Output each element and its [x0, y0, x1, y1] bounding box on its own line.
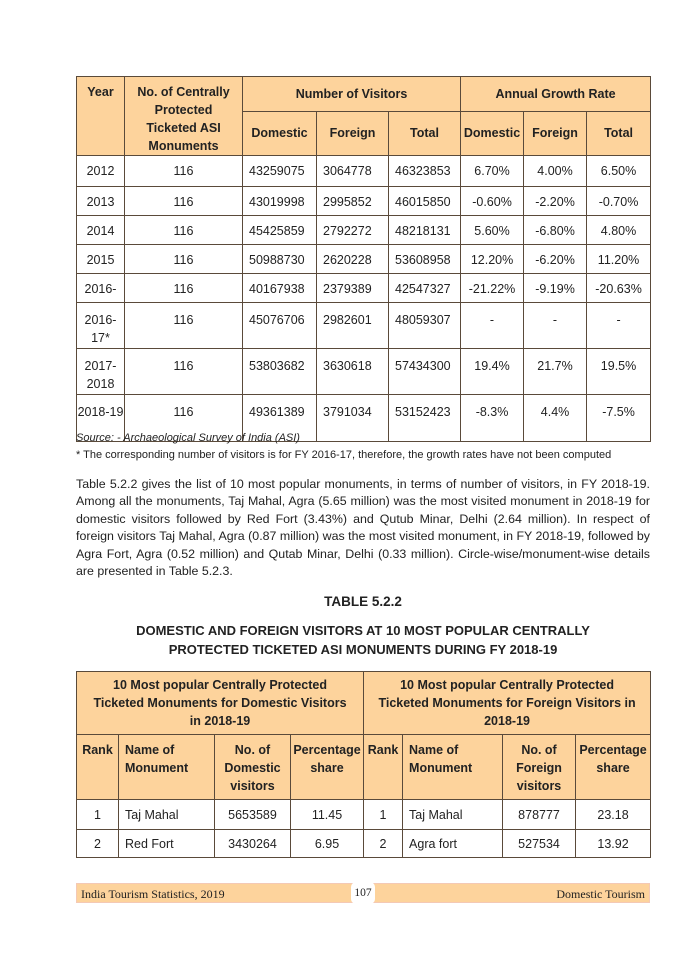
monuments-cell: 116 — [125, 303, 243, 349]
growth-total-cell: -20.63% — [587, 274, 651, 303]
domestic-visitors-cell: 43019998 — [243, 187, 317, 216]
growth-total-cell: -0.70% — [587, 187, 651, 216]
year-cell: 2012 — [77, 156, 125, 187]
table-row — [77, 349, 651, 395]
growth-foreign-cell: -9.19% — [524, 274, 587, 303]
total-visitors-cell: 46015850 — [389, 187, 461, 216]
header-domestic-rank: Rank — [77, 735, 119, 800]
growth-domestic-cell: 12.20% — [461, 245, 524, 274]
monuments-cell: 116 — [125, 245, 243, 274]
total-visitors-cell: 48218131 — [389, 216, 461, 245]
foreign-visitors-cell: 2620228 — [317, 245, 389, 274]
growth-domestic-cell: -8.3% — [461, 395, 524, 442]
foreign-name-cell: Taj Mahal — [403, 800, 503, 830]
header-annual-growth-rate: Annual Growth Rate — [461, 77, 651, 112]
domestic-visitors-cell: 45425859 — [243, 216, 317, 245]
domestic-visitors-cell: 50988730 — [243, 245, 317, 274]
domestic-visitors-cell: 5653589 — [215, 800, 291, 830]
header-monuments: No. of Centrally Protected Ticketed ASI Monuments — [125, 77, 243, 156]
growth-total-cell: 4.80% — [587, 216, 651, 245]
table-title-line-2: PROTECTED TICKETED ASI MONUMENTS DURING FY 2018-19 — [168, 642, 558, 657]
domestic-name-cell: Taj Mahal — [119, 800, 215, 830]
growth-domestic-cell: -21.22% — [461, 274, 524, 303]
foreign-visitors-cell: 3791034 — [317, 395, 389, 442]
growth-domestic-cell: -0.60% — [461, 187, 524, 216]
header-domestic-visitors: No. of Domestic visitors — [215, 735, 291, 800]
header-foreign-share: Percentage share — [576, 735, 651, 800]
annual-visitors-table-body — [77, 156, 651, 442]
domestic-visitors-cell: 45076706 — [243, 303, 317, 349]
monuments-cell: 116 — [125, 216, 243, 245]
growth-domestic-cell: 5.60% — [461, 216, 524, 245]
foreign-name-cell: Agra fort — [403, 830, 503, 858]
header-domestic-share: Percentage share — [291, 735, 364, 800]
table-row — [77, 187, 651, 216]
table-source: Source: - Archaeological Survey of India (ASI) — [76, 432, 300, 444]
monuments-cell: 116 — [125, 187, 243, 216]
header-foreign-name: Name of Monument — [403, 735, 503, 800]
header-number-of-visitors: Number of Visitors — [243, 77, 461, 112]
header-visitors-domestic: Domestic — [243, 111, 317, 155]
header-domestic-name: Name of Monument — [119, 735, 215, 800]
table-row — [77, 303, 651, 349]
foreign-visitors-cell: 3064778 — [317, 156, 389, 187]
domestic-visitors-cell: 53803682 — [243, 349, 317, 395]
foreign-visitors-cell: 2995852 — [317, 187, 389, 216]
total-visitors-cell: 46323853 — [389, 156, 461, 187]
table-row — [77, 245, 651, 274]
foreign-share-cell: 23.18 — [576, 800, 651, 830]
header-foreign-rank: Rank — [364, 735, 403, 800]
foreign-visitors-cell: 2379389 — [317, 274, 389, 303]
growth-foreign-cell: -6.80% — [524, 216, 587, 245]
domestic-visitors-cell: 40167938 — [243, 274, 317, 303]
total-visitors-cell: 48059307 — [389, 303, 461, 349]
growth-total-cell: 6.50% — [587, 156, 651, 187]
monuments-cell: 116 — [125, 274, 243, 303]
year-cell: 2017-2018 — [77, 349, 125, 395]
header-year: Year — [77, 77, 125, 156]
growth-domestic-cell: 19.4% — [461, 349, 524, 395]
table-title-line-1: DOMESTIC AND FOREIGN VISITORS AT 10 MOST POPULAR CENTRALLY — [136, 623, 590, 638]
header-foreign-group: 10 Most popular Centrally Protected Ticketed Monuments for Foreign Visitors in 2018-19 — [364, 672, 651, 735]
domestic-visitors-cell: 3430264 — [215, 830, 291, 858]
table-row — [77, 274, 651, 303]
growth-foreign-cell: -2.20% — [524, 187, 587, 216]
domestic-visitors-cell: 49361389 — [243, 395, 317, 442]
page-number: 107 — [351, 882, 375, 904]
table-row — [77, 156, 651, 187]
growth-total-cell: 19.5% — [587, 349, 651, 395]
foreign-rank-cell: 1 — [364, 800, 403, 830]
foreign-share-cell: 13.92 — [576, 830, 651, 858]
header-growth-total: Total — [587, 111, 651, 155]
foreign-visitors-cell: 3630618 — [317, 349, 389, 395]
year-cell: 2018-19 — [77, 395, 125, 442]
table-row — [77, 800, 651, 830]
annual-visitors-table — [76, 76, 651, 442]
domestic-name-cell: Red Fort — [119, 830, 215, 858]
year-cell: 2014 — [77, 216, 125, 245]
total-visitors-cell: 53152423 — [389, 395, 461, 442]
year-cell: 2016-17* — [77, 303, 125, 349]
domestic-visitors-cell: 43259075 — [243, 156, 317, 187]
growth-foreign-cell: 21.7% — [524, 349, 587, 395]
domestic-share-cell: 6.95 — [291, 830, 364, 858]
page-footer — [76, 883, 650, 903]
header-growth-domestic: Domestic — [461, 111, 524, 155]
foreign-visitors-cell: 2982601 — [317, 303, 389, 349]
total-visitors-cell: 53608958 — [389, 245, 461, 274]
popular-monuments-table — [76, 671, 651, 858]
header-domestic-group: 10 Most popular Centrally Protected Ticketed Monuments for Domestic Visitors in 2018-19 — [77, 672, 364, 735]
growth-domestic-cell: - — [461, 303, 524, 349]
total-visitors-cell: 57434300 — [389, 349, 461, 395]
domestic-rank-cell: 1 — [77, 800, 119, 830]
growth-total-cell: 11.20% — [587, 245, 651, 274]
total-visitors-cell: 42547327 — [389, 274, 461, 303]
year-cell: 2016- — [77, 274, 125, 303]
year-cell: 2015 — [77, 245, 125, 274]
monuments-cell: 116 — [125, 395, 243, 442]
monuments-cell: 116 — [125, 349, 243, 395]
domestic-share-cell: 11.45 — [291, 800, 364, 830]
header-visitors-foreign: Foreign — [317, 111, 389, 155]
growth-foreign-cell: -6.20% — [524, 245, 587, 274]
growth-foreign-cell: 4.4% — [524, 395, 587, 442]
foreign-visitors-cell: 527534 — [503, 830, 576, 858]
footer-publication: India Tourism Statistics, 2019 — [81, 887, 225, 901]
growth-foreign-cell: - — [524, 303, 587, 349]
header-visitors-total: Total — [389, 111, 461, 155]
growth-total-cell: -7.5% — [587, 395, 651, 442]
domestic-rank-cell: 2 — [77, 830, 119, 858]
popular-monuments-table-body — [77, 800, 651, 858]
growth-total-cell: - — [587, 303, 651, 349]
foreign-rank-cell: 2 — [364, 830, 403, 858]
monuments-cell: 116 — [125, 156, 243, 187]
table-row — [77, 830, 651, 858]
table-footnote: * The corresponding number of visitors is for FY 2016-17, therefore, the growth rates have not been computed — [76, 449, 612, 461]
growth-foreign-cell: 4.00% — [524, 156, 587, 187]
year-cell: 2013 — [77, 187, 125, 216]
body-paragraph: Table 5.2.2 gives the list of 10 most popular monuments, in terms of number of visitors, in FY 2018-19. Among all the monuments, Taj Mahal, Agra (5.65 million) was the most visited monument in 2018-19 for domestic visitors followed by Red Fort (3.43%) and Qutub Minar, Delhi (2.64 million). In respect of foreign visitors Taj Mahal, Agra (0.87 million) was the most visited monument, in FY 2018-19, followed by Agra Fort, Agra (0.52 million) and Qutab Minar, Delhi (0.33 million). Circle-wise/monument-wise details are presented in Table 5.2.3. — [76, 477, 650, 579]
table-number: TABLE 5.2.2 — [324, 594, 402, 609]
table-row — [77, 216, 651, 245]
header-growth-foreign: Foreign — [524, 111, 587, 155]
growth-domestic-cell: 6.70% — [461, 156, 524, 187]
foreign-visitors-cell: 878777 — [503, 800, 576, 830]
foreign-visitors-cell: 2792272 — [317, 216, 389, 245]
header-foreign-visitors: No. of Foreign visitors — [503, 735, 576, 800]
footer-section: Domestic Tourism — [556, 887, 645, 901]
